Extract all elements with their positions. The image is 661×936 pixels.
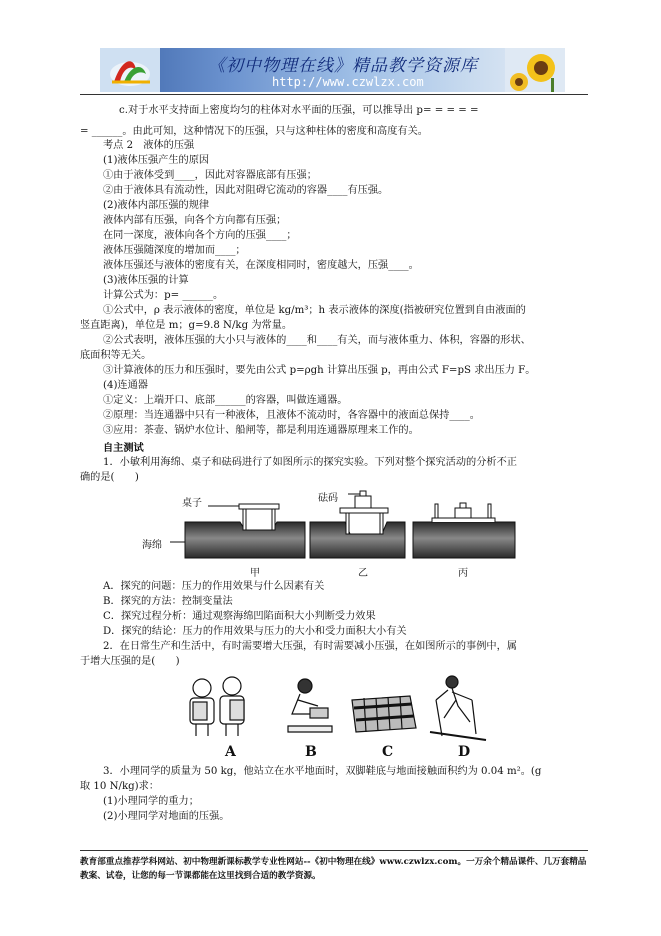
caption-a: 甲 bbox=[250, 568, 260, 579]
site-title: 《初中物理在线》精品教学资源库 bbox=[208, 56, 478, 76]
text-q3b: 取 10 N/kg)求： bbox=[80, 781, 160, 792]
text-c-line2: = ______。由此可知，这种情况下的压强，只与这种柱体的密度和高度有关。 bbox=[80, 126, 428, 137]
text-q1b: 确的是( ) bbox=[80, 472, 139, 483]
text-s3a: 计算公式为：p= ______。 bbox=[103, 290, 224, 301]
text-s2: (2)液体内部压强的规律 bbox=[103, 200, 210, 211]
text-s3c2: 底面积等无关。 bbox=[80, 350, 152, 361]
text-q2a: 2．在日常生产和生活中，有时需要增大压强，有时需要减小压强，在如图所示的事例中，属 bbox=[103, 641, 517, 652]
text-s4: (4)连通器 bbox=[103, 380, 148, 391]
caption-c: 丙 bbox=[458, 568, 468, 579]
text-s1a: ①由于液体受到____，因此对容器底部有压强； bbox=[103, 170, 317, 181]
text-q3a: 3．小理同学的质量为 50 kg，他站立在水平地面时，双脚鞋底与地面接触面积约为 0.04 m²。(g bbox=[103, 766, 542, 777]
option-label-a: A bbox=[225, 744, 236, 760]
text-s2a: 液体内部有压强，向各个方向都有压强； bbox=[103, 215, 287, 226]
figure-pressure-examples bbox=[180, 670, 500, 762]
text-s2b: 在同一深度，液体向各个方向的压强____； bbox=[103, 230, 297, 241]
text-q1D: D．探究的结论：压力的作用效果与压力的大小和受力面积大小有关 bbox=[103, 626, 407, 637]
text-q1B: B．探究的方法：控制变量法 bbox=[103, 596, 233, 607]
caption-b: 乙 bbox=[358, 568, 368, 579]
text-q2b: 于增大压强的是( ) bbox=[80, 656, 180, 667]
text-q1a: 1．小敏利用海绵、桌子和砝码进行了如图所示的探究实验。下列对整个探究活动的分析不正 bbox=[103, 457, 517, 468]
figure-sponge-experiment bbox=[142, 486, 520, 579]
header-rule bbox=[80, 94, 588, 95]
text-s2d: 液体压强还与液体的密度有关，在深度相同时，密度越大，压强____。 bbox=[103, 260, 419, 271]
sunflower-icon bbox=[505, 48, 565, 92]
footer-rule bbox=[80, 850, 588, 851]
text-q3c: (1)小理同学的重力； bbox=[103, 796, 199, 807]
text-s3b1: ①公式中，ρ 表示液体的密度，单位是 kg/m³；h 表示液体的深度(指被研究位置到自由液面的 bbox=[103, 305, 526, 316]
label-table: 桌子 bbox=[182, 498, 202, 509]
text-s3b2: 竖直距离)，单位是 m；g=9.8 N/kg 为常量。 bbox=[80, 320, 293, 331]
option-label-b: B bbox=[305, 744, 317, 760]
text-s1: (1)液体压强产生的原因 bbox=[103, 155, 210, 166]
label-weight: 砝码 bbox=[318, 493, 338, 504]
text-kd2: 考点 2 液体的压强 bbox=[103, 140, 195, 151]
text-c-line1: c.对于水平支持面上密度均匀的柱体对水平面的压强，可以推导出 p= = = = = bbox=[119, 105, 479, 116]
text-q1A: A．探究的问题：压力的作用效果与什么因素有关 bbox=[103, 581, 325, 592]
text-q3d: (2)小理同学对地面的压强。 bbox=[103, 811, 230, 822]
site-logo-icon bbox=[100, 48, 160, 92]
section-heading-zz: 自主测试 bbox=[103, 442, 144, 454]
site-url[interactable]: http://www.czwlzx.com bbox=[272, 75, 424, 89]
text-s1b: ②由于液体具有流动性，因此对阻碍它流动的容器____有压强。 bbox=[103, 185, 389, 196]
text-s4b: ②原理：当连通器中只有一种液体，且液体不流动时，各容器中的液面总保持____。 bbox=[103, 410, 480, 421]
header-banner bbox=[100, 48, 565, 92]
text-s4c: ③应用：茶壶、锅炉水位计、船闸等，都是利用连通器原理来工作的。 bbox=[103, 425, 419, 436]
text-s3c1: ②公式表明，液体压强的大小只与液体的____和____有关，而与液体重力、体积，容器的形状、 bbox=[103, 335, 531, 346]
option-label-d: D bbox=[458, 744, 471, 760]
text-s3: (3)液体压强的计算 bbox=[103, 275, 189, 286]
label-sponge: 海绵 bbox=[142, 540, 162, 551]
text-s4a: ①定义：上端开口、底部______的容器，叫做连通器。 bbox=[103, 395, 348, 406]
text-s2c: 液体压强随深度的增加而____； bbox=[103, 245, 246, 256]
footer-text: 教育部重点推荐学科网站、初中物理新课标教学专业性网站--《初中物理在线》www.czwlzx.com。一万余个精品课件、几万套精品教案、试卷，让您的每一节课都能在这里找到合适的教学资源。 bbox=[80, 857, 587, 881]
text-q1C: C．探究过程分析：通过观察海绵凹陷面积大小判断受力效果 bbox=[103, 611, 376, 622]
text-s3d: ③计算液体的压力和压强时，要先由公式 p=ρgh 计算出压强 p，再由公式 F=pS 求出压力 F。 bbox=[103, 365, 536, 376]
pressure-examples-drawing bbox=[180, 670, 500, 750]
option-label-c: C bbox=[382, 744, 394, 760]
